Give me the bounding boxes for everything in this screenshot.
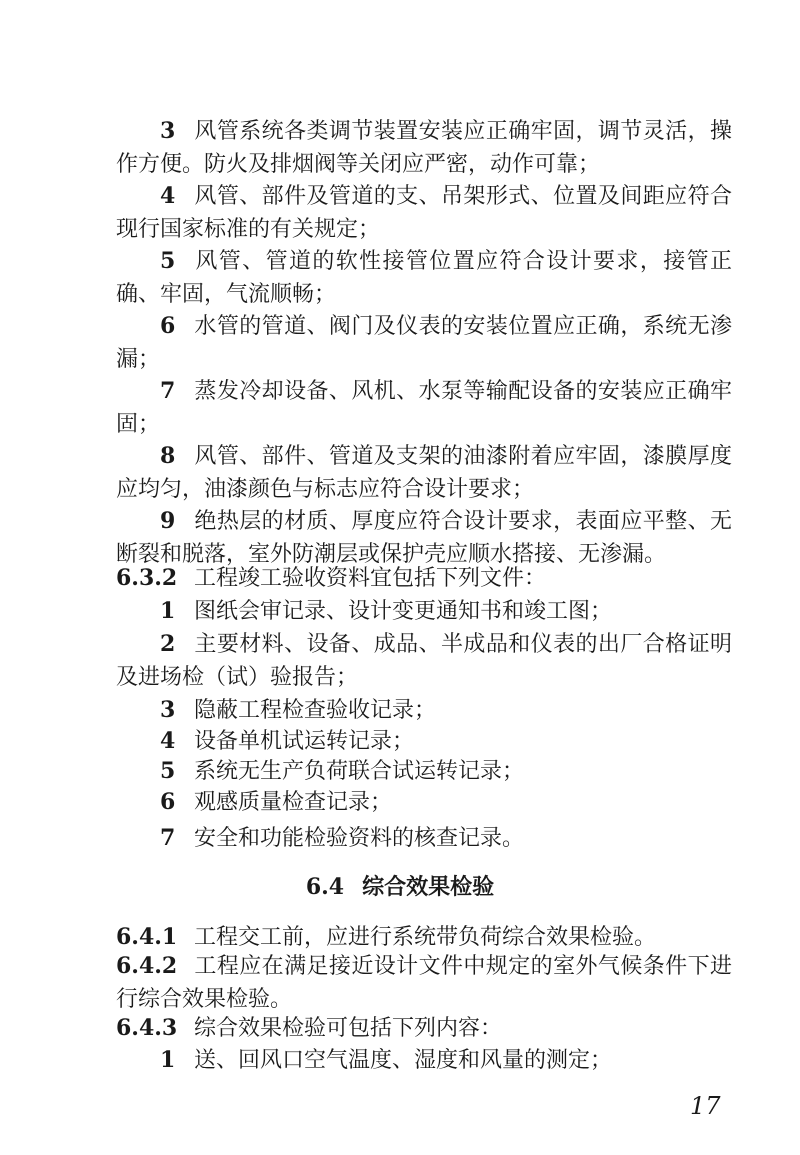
item-number: 3 [160,118,176,144]
clause-number: 6.4.3 [116,1015,178,1041]
page-number: 17 [690,1092,721,1120]
item-text: 风管、部件及管道的支、吊架形式、位置及间距应符合现行国家标准的有关规定； [116,184,732,242]
clause-text: 综合效果检验可包括下列内容： [194,1016,503,1041]
list-item [116,786,732,820]
clause-number: 6.3.2 [116,565,178,591]
clause-text: 工程交工前，应进行系统带负荷综合效果检验。 [194,925,657,950]
clause-number: 6.4.2 [116,953,178,979]
clause-number: 6.4.1 [116,924,178,950]
item-number: 7 [160,825,176,851]
item-number: 4 [160,728,176,754]
list-item [116,180,732,246]
section-title: 综合效果检验 [362,874,495,900]
item-number: 5 [160,248,176,274]
list-item [116,595,732,629]
item-text: 隐蔽工程检查验收记录； [194,698,437,723]
list-item [116,755,732,789]
item-text: 主要材料、设备、成品、半成品和仪表的出厂合格证明及进场检（试）验报告； [116,632,732,690]
item-number: 1 [160,598,176,624]
list-item [116,375,732,441]
clause [116,562,732,596]
clause-text: 工程竣工验收资料宜包括下列文件： [194,566,547,591]
item-text: 图纸会审记录、设计变更通知书和竣工图； [194,599,613,624]
item-text: 蒸发冷却设备、风机、水泵等输配设备的安装应正确牢固； [116,379,732,437]
list-item [116,310,732,376]
clause [116,950,732,1016]
list-item [116,694,732,728]
item-text: 安全和功能检验资料的核查记录。 [194,826,525,851]
item-text: 风管、管道的软性接管位置应符合设计要求，接管正确、牢固，气流顺畅； [116,249,732,307]
list-item [116,440,732,506]
list-item [116,822,732,856]
item-text: 设备单机试运转记录； [194,729,415,754]
clause [116,1012,732,1046]
section-heading [0,870,800,901]
item-number: 1 [160,1047,176,1073]
item-text: 送、回风口空气温度、湿度和风量的测定； [194,1048,613,1073]
list-item [116,1044,732,1078]
item-text: 绝热层的材质、厚度应符合设计要求，表面应平整、无断裂和脱落，室外防潮层或保护壳应顺水搭接、无渗漏。 [116,509,732,567]
item-number: 7 [160,378,176,404]
item-number: 9 [160,508,176,534]
item-number: 6 [160,789,176,815]
section-number: 6.4 [305,874,345,900]
list-item [116,245,732,311]
item-text: 风管、部件、管道及支架的油漆附着应牢固，漆膜厚度应均匀，油漆颜色与标志应符合设计要求； [116,444,732,502]
item-number: 4 [160,183,176,209]
item-number: 5 [160,758,176,784]
item-number: 2 [160,631,176,657]
list-item [116,115,732,181]
item-number: 6 [160,313,176,339]
list-item [116,725,732,759]
item-text: 水管的管道、阀门及仪表的安装位置应正确，系统无渗漏； [116,314,732,372]
clause-text: 工程应在满足接近设计文件中规定的室外气候条件下进行综合效果检验。 [116,954,732,1012]
item-text: 系统无生产负荷联合试运转记录； [194,759,525,784]
item-text: 风管系统各类调节装置安装应正确牢固，调节灵活，操作方便。防火及排烟阀等关闭应严密，动作可靠； [116,119,732,177]
item-text: 观感质量检查记录； [194,790,393,815]
item-number: 8 [160,443,176,469]
item-number: 3 [160,697,176,723]
list-item [116,628,732,694]
